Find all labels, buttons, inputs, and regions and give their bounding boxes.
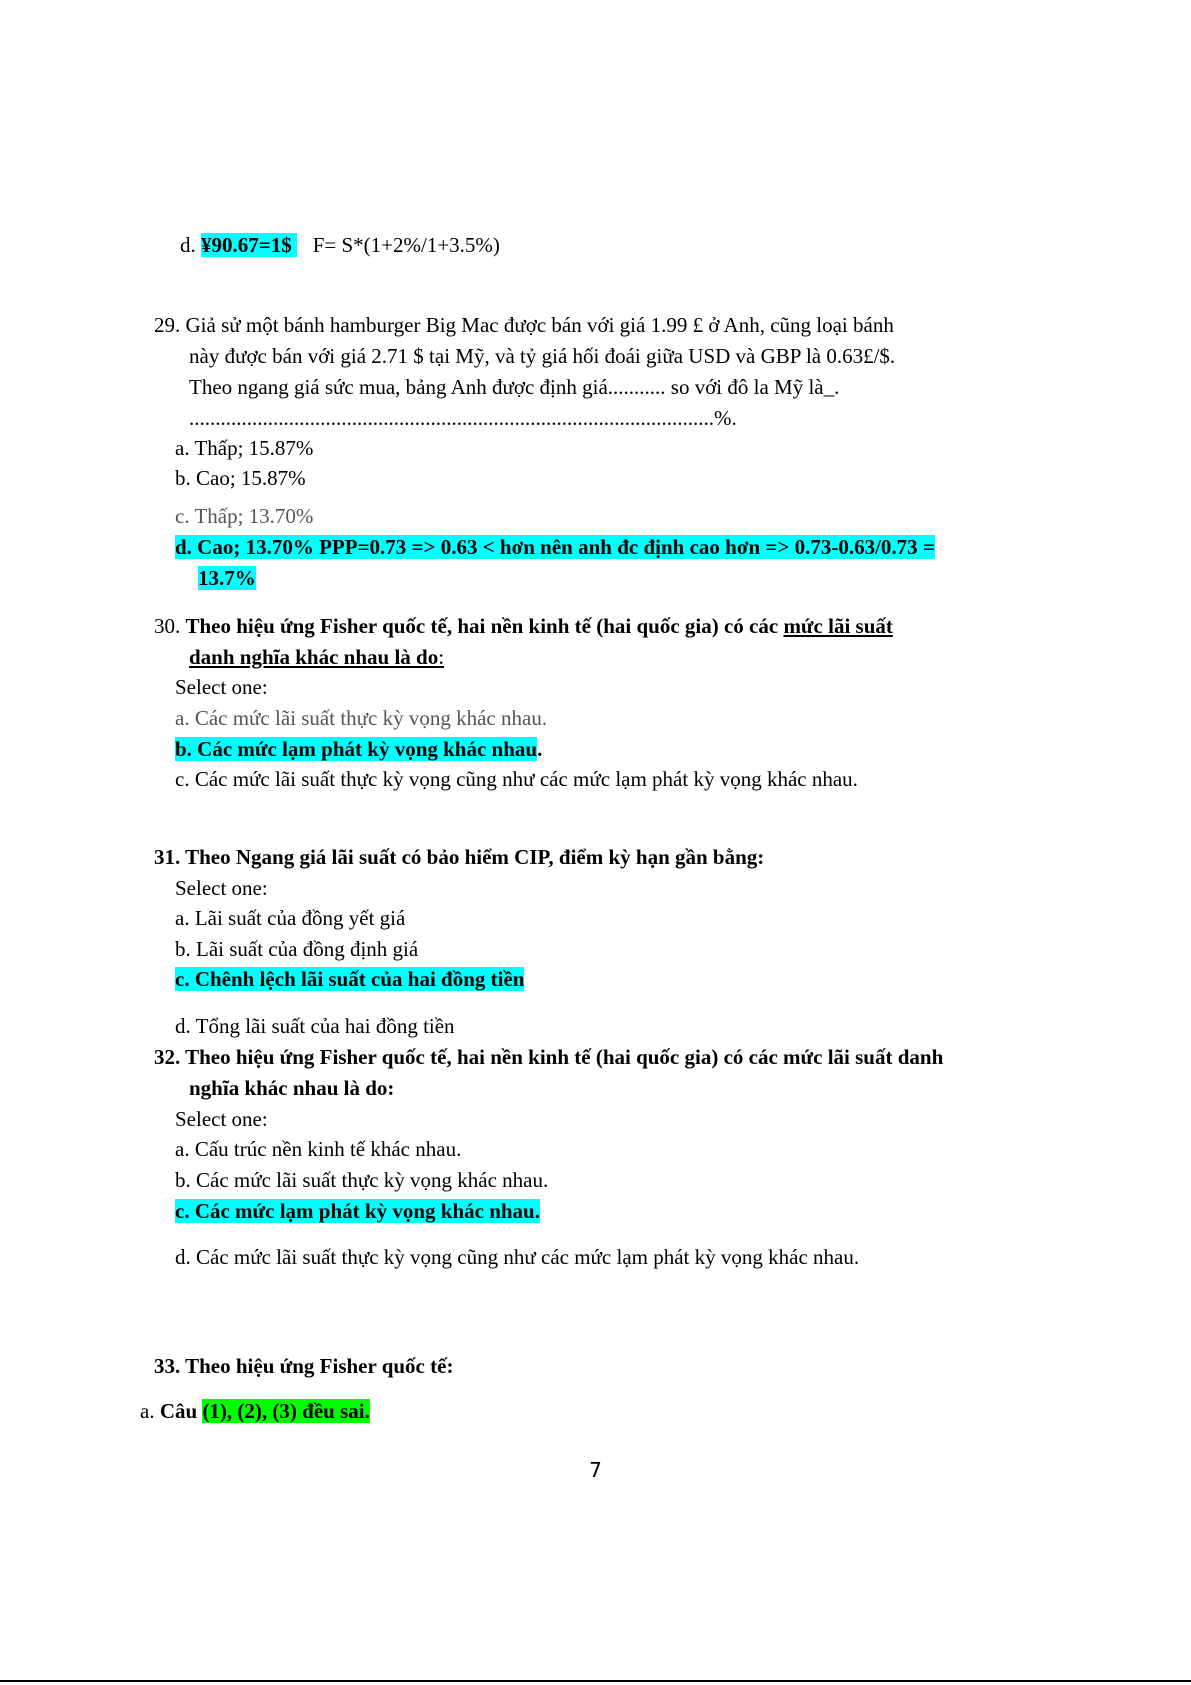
q31-option-c-highlight: c. Chênh lệch lãi suất của hai đồng tiền (175, 967, 525, 991)
q30-text-underlined-2: danh nghĩa khác nhau là do (189, 645, 439, 669)
q30-option-c: c. Các mức lãi suất thực kỳ vọng cũng như các mức lạm phát kỳ vọng khác nhau. (175, 767, 858, 791)
q29-line-2: này được bán với giá 2.71 $ tại Mỹ, và tỷ giá hối đoái giữa USD và GBP là 0.63£/$. (189, 344, 896, 368)
q30-select-one: Select one: (175, 675, 268, 699)
q32-option-c-highlight: c. Các mức lạm phát kỳ vọng khác nhau. (175, 1199, 540, 1223)
q31-option-a: a. Lãi suất của đồng yết giá (175, 906, 406, 930)
q31-option-c (175, 965, 524, 993)
q29-option-c: c. Thấp; 13.70% (175, 504, 314, 528)
q30-text-underlined-1: mức lãi suất (783, 614, 893, 638)
q30-colon: : (438, 645, 445, 669)
q28-formula-note: F= S*(1+2%/1+3.5%) (296, 233, 500, 257)
q30-option-b (175, 735, 542, 763)
q31-option-d: d. Tổng lãi suất của hai đồng tiền (175, 1014, 455, 1038)
q28-answer-highlight: ¥90.67=1$ (201, 233, 297, 257)
q30-option-b-period: . (537, 737, 543, 761)
q29-number: 29. (154, 313, 186, 337)
q29-line-1 (154, 311, 894, 339)
q33-title: 33. Theo hiệu ứng Fisher quốc tế: (154, 1354, 454, 1378)
q30-line-1 (154, 612, 893, 640)
q30-text-bold: Theo hiệu ứng Fisher quốc tế, hai nền kinh tế (hai quốc gia) có các (185, 614, 784, 638)
q30-number: 30. (154, 614, 186, 638)
q32-line-1: 32. Theo hiệu ứng Fisher quốc tế, hai nền kinh tế (hai quốc gia) có các mức lãi suất danh (154, 1045, 944, 1069)
q31-select-one: Select one: (175, 876, 268, 900)
q32-option-c (175, 1197, 540, 1225)
q32-option-d: d. Các mức lãi suất thực kỳ vọng cũng như các mức lạm phát kỳ vọng khác nhau. (175, 1245, 860, 1269)
page-number: 7 (589, 1458, 602, 1482)
q32-option-a: a. Cấu trúc nền kinh tế khác nhau. (175, 1137, 462, 1161)
q29-option-d (175, 533, 935, 561)
q30-option-a: a. Các mức lãi suất thực kỳ vọng khác nhau. (175, 706, 548, 730)
q29-line-3: Theo ngang giá sức mua, bảng Anh được định giá........... so với đô la Mỹ là_. (189, 375, 840, 399)
q30-line-2 (189, 643, 444, 671)
q33-option-a-prefix: a. (140, 1399, 160, 1423)
q30-option-b-highlight: b. Các mức lạm phát kỳ vọng khác nhau (175, 737, 538, 761)
q33-option-a-cau: Câu (159, 1399, 203, 1423)
q29-text-1: Giả sử một bánh hamburger Big Mac được bán với giá 1.99 £ ở Anh, cũng loại bánh (185, 313, 894, 337)
q29-option-d-line-1: d. Cao; 13.70% PPP=0.73 => 0.63 < hơn nên anh đc định cao hơn => 0.73-0.63/0.73 = (175, 535, 935, 559)
q32-line-2: nghĩa khác nhau là do: (189, 1076, 395, 1100)
q28-option-d-prefix: d. (180, 233, 201, 257)
footer-divider (0, 1680, 1191, 1682)
q28-option-d (180, 231, 500, 259)
q31-option-b: b. Lãi suất của đồng định giá (175, 937, 419, 961)
q29-option-a: a. Thấp; 15.87% (175, 436, 314, 460)
q29-option-d-line-2: 13.7% (198, 566, 256, 590)
q29-line-4: ....................................................................................................%. (189, 406, 737, 430)
q31-title: 31. Theo Ngang giá lãi suất có bảo hiểm CIP, điểm kỳ hạn gần bằng: (154, 845, 765, 869)
q32-option-b: b. Các mức lãi suất thực kỳ vọng khác nhau. (175, 1168, 549, 1192)
q33-option-a-highlight: (1), (2), (3) đều sai. (202, 1399, 370, 1423)
q29-option-b: b. Cao; 15.87% (175, 466, 306, 490)
q32-select-one: Select one: (175, 1107, 268, 1131)
q33-option-a (140, 1397, 370, 1425)
q29-option-d-line-2-wrap (198, 564, 256, 592)
